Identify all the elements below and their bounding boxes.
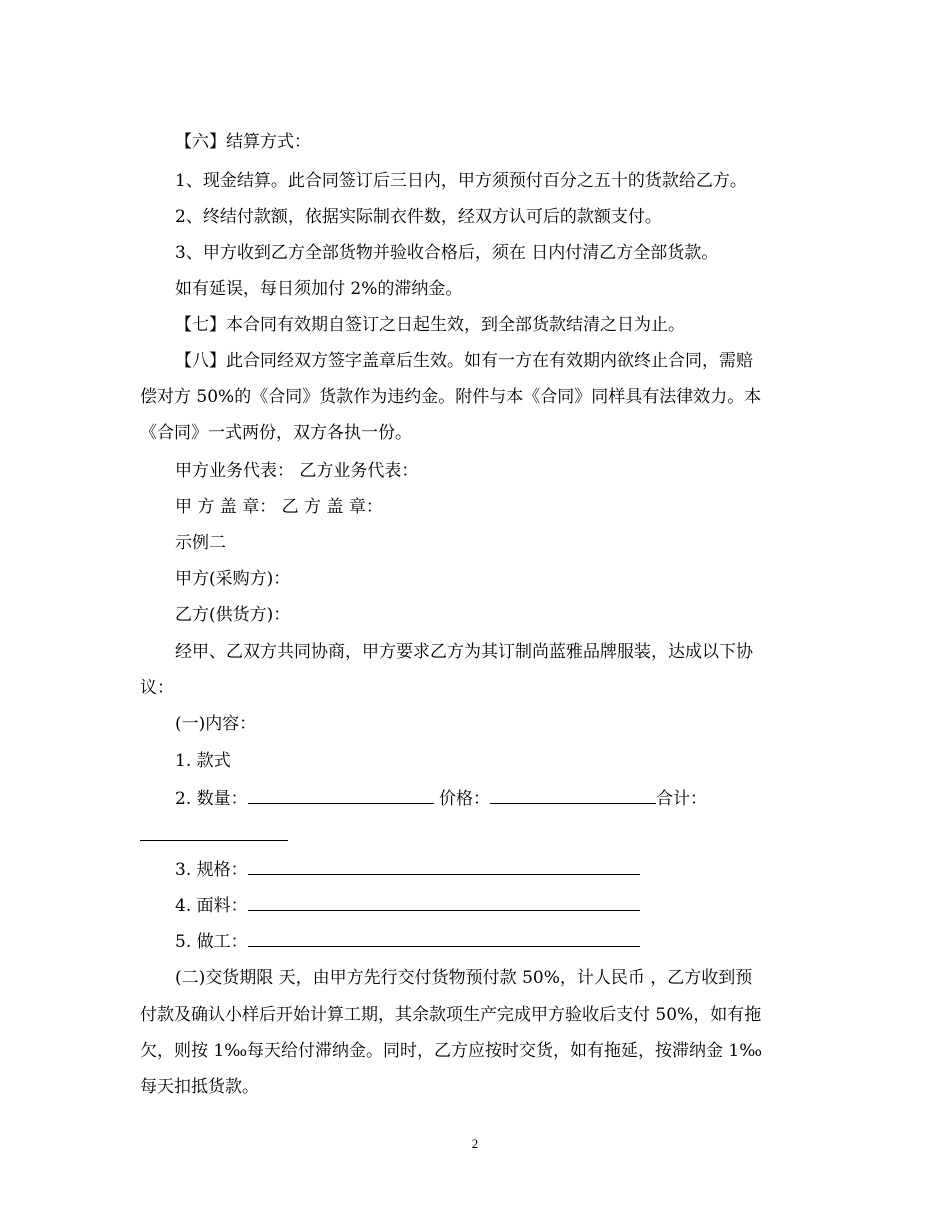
delivery-line-2: 付款及确认小样后开始计算工期，其余款项生产完成甲方验收后支付 50%，如有拖 [140,1005,762,1025]
section-6-item-3: 3、甲方收到乙方全部货物并验收合格后，须在 日内付清乙方全部货款。 [175,243,719,263]
item-5-workmanship [175,931,640,953]
fabric-blank [248,896,640,911]
section-8-line-1: 【八】此合同经双方签字盖章后生效。如有一方在有效期内欲终止合同，需赔 [175,351,753,371]
item-4-fabric [175,895,640,917]
price-blank [490,789,656,804]
quantity-blank [248,789,434,804]
section-6-delay-clause: 如有延误，每日须加付 2%的滞纳金。 [175,279,463,299]
party-a-buyer: 甲方(采购方)： [175,569,291,589]
delivery-line-3: 欠，则按 1‰每天给付滞纳金。同时，乙方应按时交货，如有拖延，按滞纳金 1‰ [140,1041,763,1061]
delivery-line-4: 每天扣抵货款。 [140,1077,259,1097]
party-b-supplier: 乙方(供货方)： [175,605,291,625]
spec-label: 3. 规格： [175,860,248,880]
item-3-spec [175,859,640,881]
example-two-heading: 示例二 [175,533,226,553]
seals-line: 甲 方 盖 章： 乙 方 盖 章： [175,497,383,517]
spec-blank [248,860,640,875]
intro-line-1: 经甲、乙双方共同协商，甲方要求乙方为其订制尚蓝雅品牌服装，达成以下协 [175,642,753,662]
section-8-line-3: 《合同》一式两份，双方各执一份。 [140,423,412,443]
fabric-label: 4. 面料： [175,896,248,916]
total-label: 合计： [656,789,708,809]
delivery-line-1: (二)交货期限 天，由甲方先行交付货物预付款 50%，计人民币 ，乙方收到预 [175,968,753,988]
section-6-item-1: 1、现金结算。此合同签订后三日内，甲方须预付百分之五十的货款给乙方。 [175,171,747,191]
item-1-style: 1. 款式 [175,751,231,771]
section-7: 【七】本合同有效期自签订之日起生效，到全部货款结清之日为止。 [175,315,685,335]
item-2-quantity-price-total [175,788,707,810]
page-number: 2 [471,1136,479,1151]
section-8-line-2: 偿对方 50%的《合同》货款作为违约金。附件与本《合同》同样具有法律效力。本 [140,387,762,407]
section-6-title: 【六】结算方式： [175,132,311,152]
intro-line-2: 议： [140,678,174,698]
price-label: 价格： [439,789,491,809]
section-6-item-2: 2、终结付款额，依据实际制衣件数，经双方认可后的款额支付。 [175,207,662,227]
workmanship-blank [248,932,640,947]
content-section-title: (一)内容： [175,714,257,734]
total-blank [140,840,288,841]
workmanship-label: 5. 做工： [175,932,248,952]
business-representatives: 甲方业务代表： 乙方业务代表： [175,461,419,481]
quantity-label: 2. 数量： [175,789,248,809]
